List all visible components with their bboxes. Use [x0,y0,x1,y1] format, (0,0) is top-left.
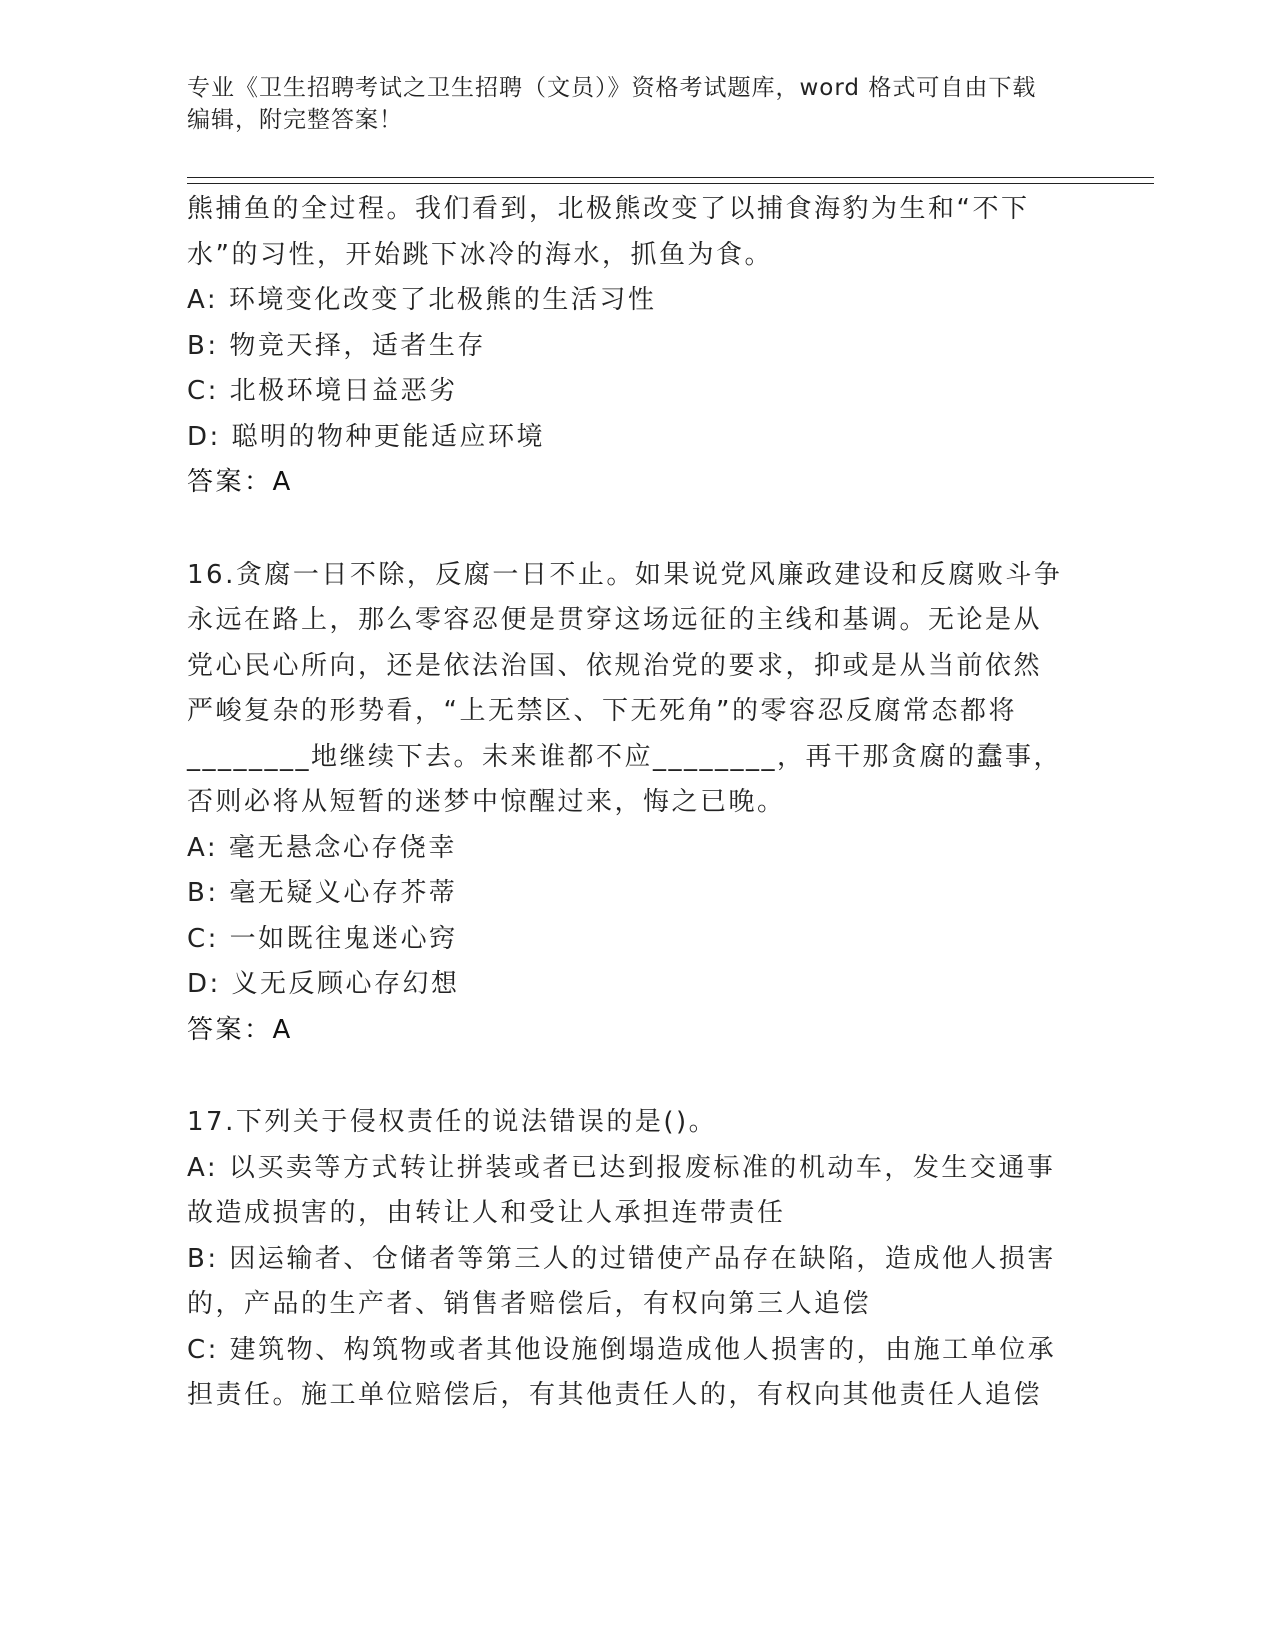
option-b: B: 毫无疑义心存芥蒂 [187,878,458,908]
option-c: C: 一如既往鬼迷心窍 [187,923,458,954]
answer-line: 答案：A [187,467,293,497]
header-line-1: 专业《卫生招聘考试之卫生招聘（文员）》资格考试题库，word 格式可自由下载 [187,75,1037,101]
question-stem-line: ________地继续下去。未来谁都不应________，再干那贪腐的蠢事， [187,741,1063,772]
question-stem-line: 17.下列关于侵权责任的说法错误的是()。 [187,1107,718,1137]
header-rule-bottom [187,183,1154,184]
option-a-line: 故造成损害的，由转让人和受让人承担连带责任 [187,1198,786,1228]
option-c: C: 北极环境日益恶劣 [187,376,458,406]
question-stem-line: 党心民心所向，还是依法治国、依规治党的要求，抑或是从当前依然 [187,650,1043,681]
document-header [187,72,1087,136]
option-c-line: C: 建筑物、构筑物或者其他设施倒塌造成他人损害的，由施工单位承 [187,1334,1057,1365]
header-rule-top [187,177,1154,178]
question-stem-line: 严峻复杂的形势看，“上无禁区、下无死角”的零容忍反腐常态都将 [187,696,1017,726]
question-17 [187,1100,1067,1419]
answer-line: 答案：A [187,1014,293,1045]
option-c-line: 担责任。施工单位赔偿后，有其他责任人的，有权向其他责任人追偿 [187,1380,1043,1410]
document-body [187,187,1067,1419]
option-a: A: 环境变化改变了北极熊的生活习性 [187,285,657,315]
question-15 [187,187,1067,506]
option-b-line: B: 因运输者、仓储者等第三人的过错使产品存在缺陷，造成他人损害 [187,1243,1056,1274]
header-line-2: 编辑，附完整答案！ [187,107,403,133]
spacer [187,506,1067,553]
question-stem-line: 熊捕鱼的全过程。我们看到，北极熊改变了以捕食海豹为生和“不下 [187,194,1030,224]
spacer [187,1053,1067,1100]
option-d: D: 聪明的物种更能适应环境 [187,421,546,452]
option-d: D: 义无反顾心存幻想 [187,969,460,999]
question-16 [187,553,1067,1054]
option-a: A: 毫无悬念心存侥幸 [187,832,457,863]
question-stem-line: 水”的习性，开始跳下冰冷的海水，抓鱼为食。 [187,239,773,270]
option-a-line: A: 以买卖等方式转让拼装或者已达到报废标准的机动车，发生交通事 [187,1152,1056,1183]
option-b: B: 物竞天择，适者生存 [187,330,486,361]
question-stem-line: 16.贪腐一日不除，反腐一日不止。如果说党风廉政建设和反腐败斗争 [187,559,1063,590]
question-stem-line: 永远在路上，那么零容忍便是贯穿这场远征的主线和基调。无论是从 [187,605,1043,635]
question-stem-line: 否则必将从短暂的迷梦中惊醒过来，悔之已晚。 [187,787,786,817]
option-b-line: 的，产品的生产者、销售者赔偿后，有权向第三人追偿 [187,1289,872,1319]
